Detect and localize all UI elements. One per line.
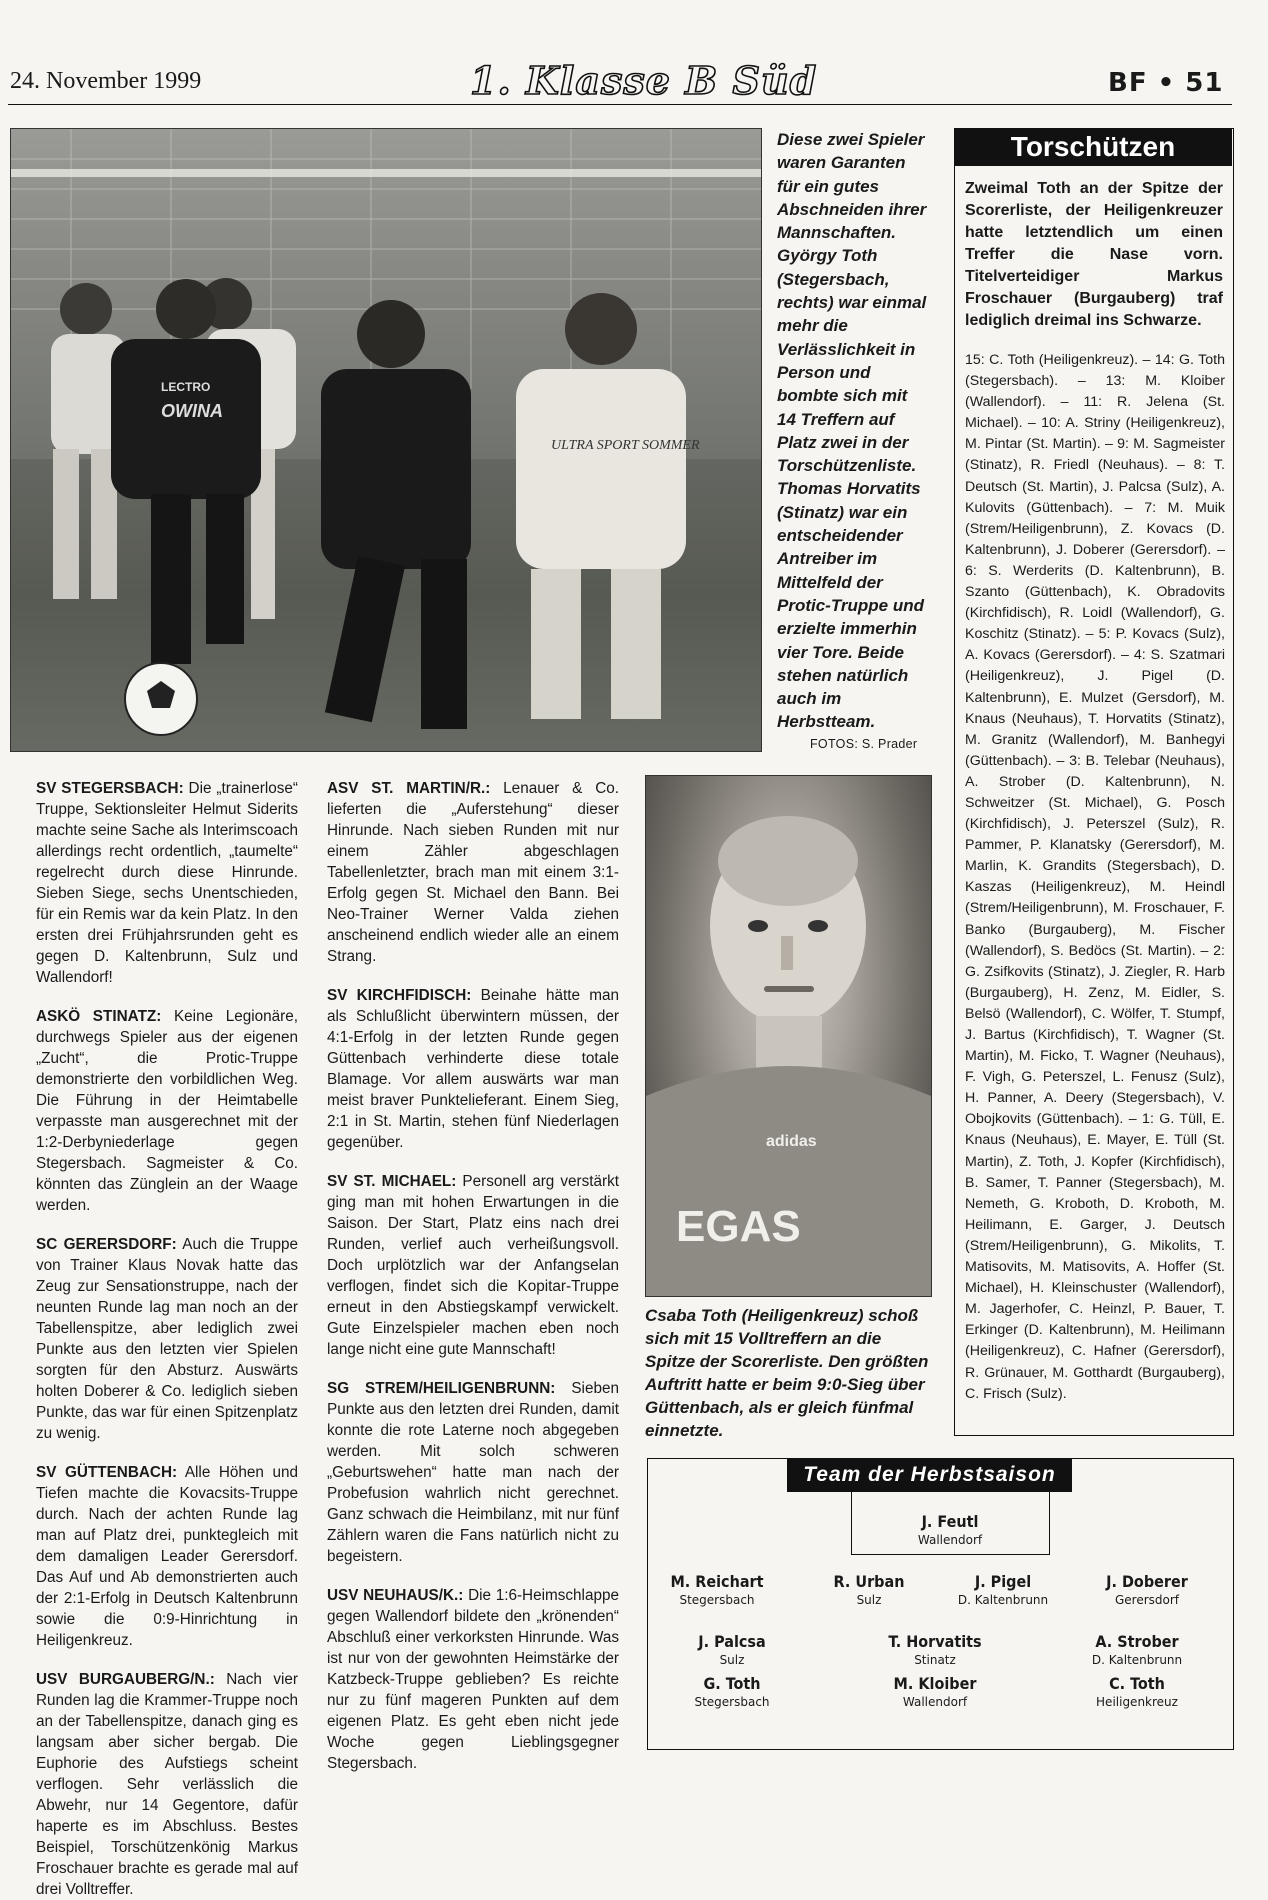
player-club: D. Kaltenbrunn bbox=[957, 1593, 1049, 1607]
club-report-text: Die „trainerlose“ Truppe, Sektionsleiter Helmut Siderits machte seine Sache als Interimscoach allerdings recht ordentlich, „taumelte“ regelrecht durch diese Hinrunde. Sieben Siege, sechs Unentschieden, für ein Remis war da kein Platz. In den ersten drei Frühjahrsrunden geht es gegen D. Kaltenbrunn, Sulz und Wallendorf! bbox=[36, 780, 298, 986]
club-report-text: Die 1:6-Heimschlappe gegen Wallendorf bildete den „krönenden“ Abschluß einer verkorksten Hinrunde. Was ist nur von der gewohnten Heimstärke der Katzbeck-Truppe geblieben? Es reichte nur zu fünf mageren Punkten auf dem eigenen Platz. Es geht eben nicht jede Woche gegen Lieblingsgegner Stegersbach. bbox=[327, 1587, 619, 1772]
player-name: M. Reichart bbox=[670, 1572, 764, 1591]
scorers-list: 15: C. Toth (Heiligenkreuz). – 14: G. Toth (Stegersbach). – 13: M. Kloiber (Wallendorf). – 11: R. Jelena (St. Michael). – 10: A. Striny (Heiligenkreuz), M. Pintar (St. Martin). – 9: M. Sagmeister (Stinatz), R. Friedl (Neuhaus). – 8: T. Deutsch (St. Martin), J. Palcsa (Sulz), A. Kulovits (Güttenbach). – 7: M. Muik (Strem/Heiligenbrunn), Z. Kovacs (D. Kaltenbrunn), J. Doberer (Gerersdorf). – 6: S. Werderits (D. Kaltenbrunn), B. Szanto (Güttenbach), K. Obradovits (Kirchfidisch), R. Loidl (Wallendorf), G. Koschitz (Stinatz). – 5: P. Kovacs (Sulz), A. Kovacs (Gerersdorf). – 4: S. Szatmari (Heiligenkreuz), J. Pigel (D. Kaltenbrunn), E. Mulzet (Gersdorf), M. Knaus (Neuhaus), T. Horvatits (Stinatz), M. Granitz (Wallendorf), M. Banhegyi (Güttenbach). – 3: B. Telebar (Neuhaus), A. Strober (D. Kaltenbrunn), N. Schweitzer (St. Michael), G. Posch (Kirchfidisch), J. Peterszel (Sulz), R. Pammer, P. Klanatsky (Gerersdorf), M. Marlin, K. Grandits (Stegersbach), D. Kaszas (Heiligenkreuz), M. Heindl (Strem/Heiligenbrunn), M. Froschauer, F. Banko (Burgauberg), M. Fischer (Wallendorf), S. Bedöcs (St. Martin). – 2: G. Zsifkovits (Stinatz), J. Ziegler, R. Harb (Burgauberg), H. Zenz, M. Eidler, S. Belsö (Wallendorf), C. Wölfer, T. Stumpf, J. Bartus (Kirchfidisch), T. Wagner (St. Martin), M. Ficko, T. Wagner (Neuhaus), F. Vigh, G. Peterszel, L. Fenusz (Sulz), H. Panner, A. Deery (Stegersbach), V. Obojkovits (Güttenbach). – 1: G. Tüll, E. Knaus (Neuhaus), E. Mayer, E. Tüll (St. Martin), Z. Toth, J. Kopfer (Kirchfidisch), B. Samer, T. Panner (Stegersbach), M. Nemeth, G. Kroboth, D. Kroboth, M. Heilimann, E. Garger, J. Deutsch (Strem/Heiligenbrunn), G. Mikolits, T. Matisovits, M. Matisovits, A. Hoffer (St. Michael), H. Kleinschuster (Wallendorf), M. Jagerhofer, C. Heinzl, P. Bauer, T. Erkinger (D. Kaltenbrunn), M. Heilimann (Heiligenkreuz), C. Hafner (Gerersdorf), R. Grünauer, M. Gotthardt (Burgauberg), C. Frisch (Sulz). bbox=[965, 352, 1225, 1402]
club-name: SV KIRCHFIDISCH: bbox=[327, 987, 472, 1004]
jersey-text-sponsor: ULTRA SPORT SOMMER bbox=[551, 438, 700, 453]
club-report-column-left bbox=[36, 778, 298, 1900]
team-player bbox=[652, 1632, 812, 1667]
football bbox=[125, 663, 197, 735]
jersey-text-owina: OWINA bbox=[161, 401, 223, 421]
jersey-text-lectro: LECTRO bbox=[161, 380, 211, 394]
club-name: SV STEGERSBACH: bbox=[36, 780, 184, 797]
player-name: J. Feutl bbox=[921, 1512, 979, 1531]
player-club: Wallendorf bbox=[917, 1533, 983, 1547]
club-report bbox=[36, 778, 298, 988]
match-photo bbox=[10, 128, 762, 752]
player-club: D. Kaltenbrunn bbox=[1091, 1653, 1183, 1667]
player-name: J. Pigel bbox=[974, 1572, 1032, 1591]
jersey-sponsor: EGAS bbox=[676, 1202, 801, 1251]
team-player bbox=[923, 1572, 1083, 1607]
player-name: M. Kloiber bbox=[893, 1674, 977, 1693]
scorers-intro: Zweimal Toth an der Spitze der Scorerliste, der Heiligenkreuzer hatte letztendlich um einen Treffer die Nase vorn. Titelverteidiger Markus Froschauer (Burgauberg) traf lediglich dreimal ins Schwarze. bbox=[965, 180, 1223, 329]
player-name: T. Horvatits bbox=[888, 1632, 982, 1651]
club-report bbox=[327, 778, 619, 967]
player-name: G. Toth bbox=[703, 1674, 761, 1693]
player-name: J. Doberer bbox=[1106, 1572, 1188, 1591]
page-number: BF • 51 bbox=[1108, 68, 1224, 98]
section-title: 1. Klasse B Süd bbox=[470, 58, 818, 103]
portrait-photo bbox=[645, 775, 932, 1297]
club-report bbox=[36, 1462, 298, 1651]
player-name: J. Palcsa bbox=[698, 1632, 766, 1651]
club-report-text: Auch die Truppe von Trainer Klaus Novak hatte das Zeug zur Sensationstruppe, nach der neunten Runde lag man noch an der Tabellenspitze, aber lediglich zwei Punkte aus den letzten vier Spielen sorgten für den Absturz. Auswärts holten Doberer & Co. lediglich sieben Punkte, das war für einen Spitzenplatz zu wenig. bbox=[36, 1236, 299, 1442]
player-club: Stegersbach bbox=[694, 1695, 770, 1709]
club-name: USV NEUHAUS/K.: bbox=[327, 1587, 464, 1604]
player-club: Sulz bbox=[856, 1593, 882, 1607]
header-rule bbox=[8, 104, 1232, 105]
match-photo-illustration bbox=[11, 129, 761, 751]
club-report bbox=[327, 1585, 619, 1774]
club-report bbox=[36, 1234, 298, 1444]
player-club: Stegersbach bbox=[679, 1593, 755, 1607]
club-name: SC GERERSDORF: bbox=[36, 1236, 177, 1253]
club-name: USV BURGAUBERG/N.: bbox=[36, 1671, 215, 1688]
team-player bbox=[1057, 1632, 1217, 1667]
jersey-brand: adidas bbox=[766, 1133, 817, 1150]
team-player bbox=[855, 1674, 1015, 1709]
main-photo-caption: Diese zwei Spieler waren Garanten für ein gutes Abschneiden ihrer Mannschaften. György Toth (Stegersbach, rechts) war einmal mehr die Verlässlichkeit in Person und bombte sich mit 14 Treffern auf Platz zwei in der Torschützenliste. Thomas Horvatits (Stinatz) war ein entscheidender Antreiber im Mittelfeld der Protic-Truppe und erzielte immerhin vier Tore. Beide stehen natürlich auch im Herbstteam. bbox=[777, 130, 927, 732]
club-name: SV ST. MICHAEL: bbox=[327, 1173, 457, 1190]
club-report-text: Beinahe hätte man als Schlußlicht überwintern müssen, der 4:1-Erfolg in der letzten Runde gegen Güttenbach verhinderte diese totale Blamage. Vor allem auswärts war man meist braver Punktelieferant. Einem Sieg, 2:1 in St. Martin, stehen fünf Niederlagen gegenüber. bbox=[327, 987, 620, 1151]
club-report-text: Personell arg verstärkt ging man mit hohen Erwartungen in die Saison. Der Start, Platz eins nach drei Runden, verlief auch verheißungsvoll. Doch urplötzlich war der Anfangselan verflogen, findet sich die Kopitar-Truppe erneut in den Abstiegskampf verwickelt. Gute Einzelspieler machen eben noch lange nicht eine gute Mannschaft! bbox=[327, 1173, 620, 1358]
player-name: A. Strober bbox=[1095, 1632, 1179, 1651]
team-player bbox=[652, 1674, 812, 1709]
team-player bbox=[870, 1512, 1030, 1547]
club-name: SG STREM/HEILIGENBRUNN: bbox=[327, 1380, 556, 1397]
club-name: ASKÖ STINATZ: bbox=[36, 1008, 162, 1025]
team-player bbox=[855, 1632, 1015, 1667]
portrait-illustration bbox=[646, 776, 931, 1296]
club-report-text: Keine Legionäre, durchwegs Spieler aus der eigenen „Zucht“, die Protic-Truppe demonstrierte den vorbildlichen Weg. Die Führung in der Heimtabelle verpasste man ausgerechnet mit der 1:2-Derbyniederlage gegen Stegersbach. Sagmeister & Co. könnten das Zünglein an der Waage werden. bbox=[36, 1008, 299, 1214]
player-name: R. Urban bbox=[833, 1572, 905, 1591]
player-club: Wallendorf bbox=[902, 1695, 968, 1709]
club-report-text: Sieben Punkte aus den letzten drei Runden, damit konnte die rote Laterne noch abgegeben werden. Mit solch schweren „Geburtswehen“ hatte man nach der Probefusion wahrlich nicht gerechnet. Ganz schwach die Heimbilanz, mit nur fünf Zählern waren die Fans natürlich nicht zu begeistern. bbox=[327, 1380, 619, 1565]
player-club: Heiligenkreuz bbox=[1096, 1695, 1178, 1709]
club-report-text: Nach vier Runden lag die Krammer-Truppe noch an der Tabellenspitze, danach ging es langsam aber sicher bergab. Die Euphorie des Aufstiegs scheint verflogen. Sehr verlässlich die Abwehr, nur 14 Gegentore, dafür haperte es im Abschluss. Bestes Beispiel, Torschützenkönig Markus Froschauer brachte es gerade mal auf drei Volltreffer. bbox=[36, 1671, 298, 1898]
team-of-season-heading: Team der Herbstsaison bbox=[787, 1458, 1072, 1492]
player-name: C. Toth bbox=[1109, 1674, 1165, 1693]
scorers-heading: Torschützen bbox=[954, 128, 1232, 166]
club-name: SV GÜTTENBACH: bbox=[36, 1464, 178, 1481]
portrait-caption: Csaba Toth (Heiligenkreuz) schoß sich mit 15 Volltreffern an die Spitze der Scorerliste. Den größten Auftritt hatte er beim 9:0-Sieg über Güttenbach, als er gleich fünfmal einnetzte. bbox=[645, 1306, 929, 1440]
player-club: Stinatz bbox=[914, 1653, 956, 1667]
team-player bbox=[637, 1572, 797, 1607]
team-player bbox=[1057, 1674, 1217, 1709]
photo-credit: FOTOS: S. Prader bbox=[810, 737, 918, 751]
player-club: Sulz bbox=[719, 1653, 745, 1667]
club-name: ASV ST. MARTIN/R.: bbox=[327, 780, 491, 797]
club-report bbox=[327, 1378, 619, 1567]
club-report bbox=[36, 1006, 298, 1216]
team-player bbox=[1067, 1572, 1227, 1607]
club-report bbox=[36, 1669, 298, 1900]
club-report bbox=[327, 1171, 619, 1360]
club-report-column-middle bbox=[327, 778, 619, 1774]
club-report bbox=[327, 985, 619, 1153]
issue-date: 24. November 1999 bbox=[10, 68, 202, 94]
club-report-text: Lenauer & Co. lieferten die „Auferstehung“ dieser Hinrunde. Nach sieben Runden mit nur einem Zähler abgeschlagen Tabellenletzter, brach man mit einem 3:1-Erfolg gegen St. Michael den Bann. Bei Neo-Trainer Werner Valda ziehen anscheinend endlich wieder alle an einem Strang. bbox=[327, 780, 619, 965]
player-club: Gerersdorf bbox=[1114, 1593, 1180, 1607]
club-report-text: Alle Höhen und Tiefen machte die Kovacsits-Truppe durch. Nach der achten Runde lag man auf Platz drei, punktegleich mit dem damaligen Leader Gerersdorf. Das Auf und Ab demonstrierten auch der 2:1-Erfolg in Deutsch Kaltenbrunn sowie die 0:9-Hinrichtung in Heiligenkreuz. bbox=[36, 1464, 299, 1649]
